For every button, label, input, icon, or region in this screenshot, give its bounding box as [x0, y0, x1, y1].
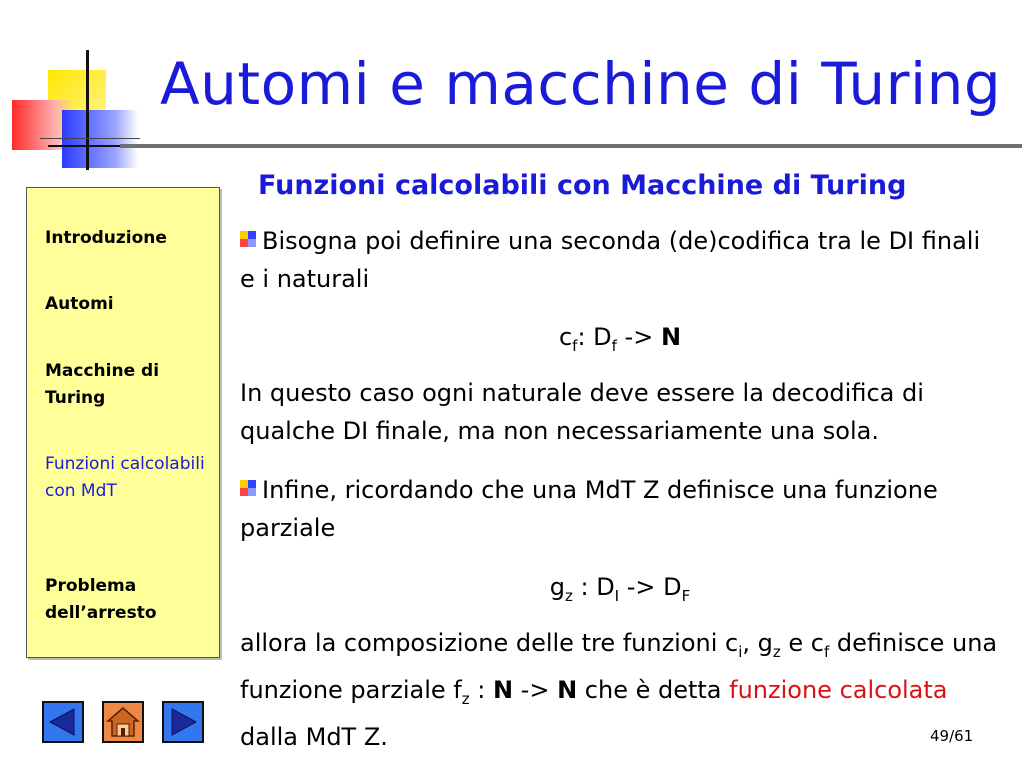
slide-subtitle: Funzioni calcolabili con Macchine di Turing: [258, 170, 907, 201]
bullet-item: [240, 471, 1000, 547]
right-arrow-icon: [164, 703, 202, 741]
formula-gz: $g_z$ : $D_I -> D_F$: [549, 573, 691, 605]
sidebar-item-automi[interactable]: Automi: [45, 294, 114, 314]
bullet-icon: [240, 231, 256, 247]
highlighted-term: funzione calcolata: [729, 675, 948, 704]
sidebar-item-funzioni-calcolabili[interactable]: Funzioni calcolabili con MdT: [45, 454, 205, 501]
bullet-text: Infine, ricordando che una MdT Z definisce una funzione parziale: [240, 476, 938, 542]
bullet-icon: [240, 480, 256, 496]
home-button[interactable]: [102, 701, 144, 743]
sidebar-item-introduzione[interactable]: Introduzione: [45, 228, 167, 248]
sidebar-item-macchine-di-turing[interactable]: Macchine di Turing: [45, 361, 160, 408]
page-number: 49/61: [930, 727, 974, 745]
next-slide-button[interactable]: [162, 701, 204, 743]
slide-title: Automi e macchine di Turing: [160, 50, 1002, 118]
bullet-item: [240, 222, 1000, 298]
logo-vertical-line: [86, 50, 89, 170]
previous-slide-button[interactable]: [42, 701, 84, 743]
logo: [0, 40, 150, 170]
logo-horizontal-line-thin: [40, 138, 140, 139]
sidebar-item-problema-arresto[interactable]: Problema dell’arresto: [45, 576, 157, 623]
logo-blue-square: [62, 110, 138, 168]
title-divider: [120, 144, 1022, 148]
paragraph-text: allora la composizione delle tre funzioni $c_i$, $g_z$ e $c_f$ definisce una funzione parziale $f_z$ : N -> N che è detta funzione calcolata dalla MdT Z.: [240, 629, 998, 751]
formula-cf: $c_f$: $D_f -> N$: [558, 323, 682, 355]
home-icon: [104, 703, 142, 741]
paragraph-text: In questo caso ogni naturale deve essere la decodifica di qualche DI finale, ma non necessariamente una sola.: [240, 379, 924, 445]
left-arrow-icon: [44, 703, 82, 741]
bullet-text: Bisogna poi definire una seconda (de)codifica tra le DI finali e i naturali: [240, 227, 981, 293]
sidebar-nav: [26, 187, 220, 658]
